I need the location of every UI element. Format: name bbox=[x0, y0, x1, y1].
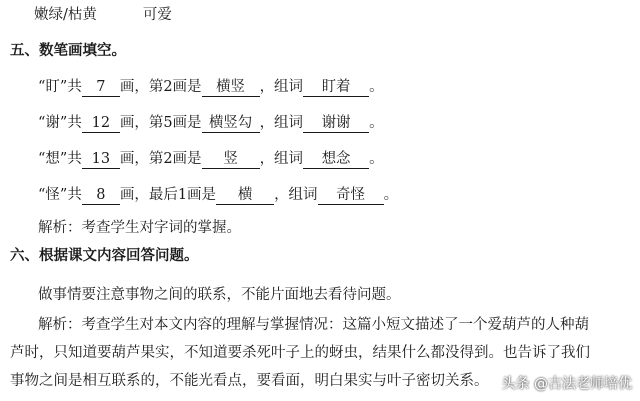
stroke-name-blank: 横竖 bbox=[202, 79, 260, 97]
section6-analysis-line-2: 芦时，只知道要葫芦果实，不知道要杀死叶子上的蚜虫，结果什么都没得到。也告诉了我们 bbox=[10, 345, 590, 361]
stroke-count-blank: 8 bbox=[82, 187, 120, 205]
section5-title: 五、数笔画填空。 bbox=[10, 43, 126, 59]
stroke-row: “想”共 13 画，第2画是 竖 ，组词 想念 。 bbox=[38, 151, 384, 167]
word-blank: 谢谢 bbox=[303, 115, 369, 133]
stroke-row: “盯”共 7 画，第2画是 横竖 ，组词 盯着 。 bbox=[38, 79, 384, 95]
watermark: 头条 @古法老师培优 bbox=[501, 376, 632, 392]
section5-analysis: 解析：考查学生对字词的掌握。 bbox=[38, 220, 241, 236]
stroke-name-blank: 竖 bbox=[202, 151, 260, 169]
word-blank: 盯着 bbox=[303, 79, 369, 97]
stroke-row: “谢”共 12 画，第5画是 横竖勾 ，组词 谢谢 。 bbox=[38, 115, 384, 131]
section6-analysis-line-3: 事物之间是相互联系的，不能光看点，要看面，明白果实与叶子密切关系。 bbox=[10, 373, 489, 389]
word-blank: 奇怪 bbox=[318, 187, 384, 205]
stroke-count-blank: 7 bbox=[82, 79, 120, 97]
word-answer: 可爱 bbox=[142, 7, 172, 23]
section6-title: 六、根据课文内容回答问题。 bbox=[10, 248, 199, 264]
stroke-name-blank: 横 bbox=[216, 187, 274, 205]
stroke-count-blank: 13 bbox=[82, 151, 120, 169]
stroke-count-blank: 12 bbox=[82, 115, 120, 133]
stroke-name-blank: 横竖勾 bbox=[202, 115, 260, 133]
stroke-row: “怪”共 8 画，最后1画是 横 ，组词 奇怪 。 bbox=[38, 187, 399, 203]
section6-analysis-line-1: 解析：考查学生对本文内容的理解与掌握情况：这篇小短文描述了一个爱葫芦的人种葫 bbox=[38, 317, 589, 333]
previous-answer-line bbox=[34, 5, 172, 25]
section6-answer: 做事情要注意事物之间的联系，不能片面地去看待问题。 bbox=[38, 287, 401, 303]
word-blank: 想念 bbox=[303, 151, 369, 169]
word-pair: 嫩绿/枯黄 bbox=[34, 7, 97, 23]
